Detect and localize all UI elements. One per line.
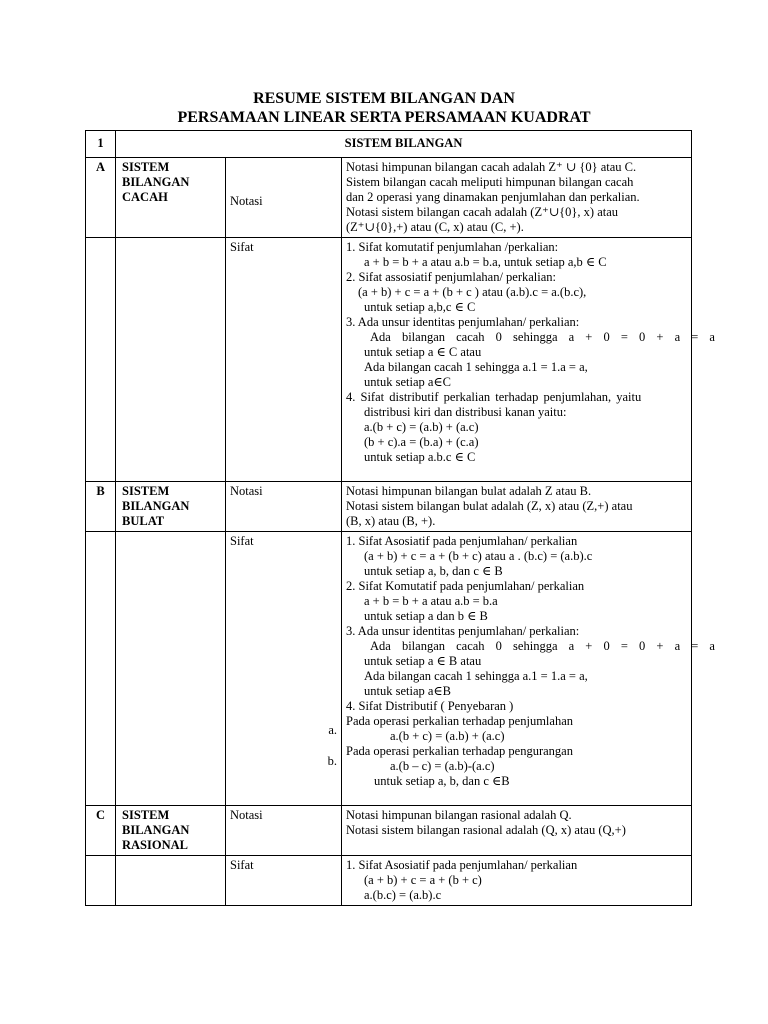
text-line: untuk setiap a.b.c ∈ C — [364, 450, 476, 464]
table-row — [86, 238, 692, 482]
text-line: untuk setiap a ∈ B atau — [364, 654, 482, 668]
text-line: dan 2 operasi yang dinamakan penjumlahan dan perkalian. — [346, 190, 640, 204]
empty-cell — [86, 532, 116, 806]
text-line: 1. Sifat Asosiatif pada penjumlahan/ perkalian — [346, 858, 578, 872]
text-line: untuk setiap a,b,c ∈ C — [364, 300, 476, 314]
text-line: 4. Sifat distributif perkalian terhadap penjumlahan, yaitu — [346, 390, 642, 404]
text-line: Ada bilangan cacah 1 sehingga a.1 = 1.a = a, — [364, 669, 588, 683]
list-marker-b: b. — [327, 754, 337, 768]
text-line: (b + c).a = (b.a) + (c.a) — [364, 435, 479, 449]
document-title-line-2: PERSAMAAN LINEAR SERTA PERSAMAAN KUADRAT — [177, 109, 591, 126]
text-line: Pada operasi perkalian terhadap pengurangan — [346, 744, 573, 758]
section-letter: C — [86, 806, 116, 856]
sifat-content — [342, 856, 692, 906]
text-line: untuk setiap a, b, dan c ∈ B — [364, 564, 503, 578]
section-name-line: SISTEM — [122, 484, 170, 498]
text-line: untuk setiap a dan b ∈ B — [364, 609, 488, 623]
notasi-label: Notasi — [226, 482, 342, 532]
text-line: Notasi sistem bilangan cacah adalah (Z⁺∪{0}, x) atau — [346, 205, 619, 219]
header-number: 1 — [86, 131, 116, 158]
text-line: a + b = b + a atau a.b = b.a — [364, 594, 498, 608]
sifat-content — [342, 238, 715, 482]
notasi-content — [342, 482, 692, 532]
text-line: Ada bilangan cacah 1 sehingga a.1 = 1.a = a, — [364, 360, 588, 374]
summary-table — [85, 130, 715, 906]
text-line: (B, x) atau (B, +). — [346, 514, 436, 528]
text-line: 1. Sifat komutatif penjumlahan /perkalian: — [346, 240, 559, 254]
table-row — [86, 806, 692, 856]
text-line: 2. Sifat Komutatif pada penjumlahan/ perkalian — [346, 579, 585, 593]
sifat-label-cell — [226, 532, 342, 806]
text-line: a + b = b + a atau a.b = b.a, untuk setiap a,b ∈ C — [364, 255, 607, 269]
section-letter: B — [86, 482, 116, 532]
text-line: 3. Ada unsur identitas penjumlahan/ perkalian: — [346, 624, 580, 638]
text-line: Notasi himpunan bilangan bulat adalah Z atau B. — [346, 484, 592, 498]
empty-cell — [116, 238, 226, 482]
text-line: Notasi sistem bilangan bulat adalah (Z, x) atau (Z,+) atau — [346, 499, 633, 513]
table-row — [86, 158, 692, 238]
section-name-line: BILANGAN — [122, 499, 190, 513]
text-line: (a + b) + c = a + (b + c) atau a . (b.c) = (a.b).c — [364, 549, 593, 563]
text-line: distribusi kiri dan distribusi kanan yaitu: — [364, 405, 567, 419]
notasi-content — [342, 806, 692, 856]
text-line: Notasi himpunan bilangan rasional adalah Q. — [346, 808, 572, 822]
table-header-row — [86, 131, 692, 158]
sifat-content — [342, 532, 715, 806]
text-line: 3. Ada unsur identitas penjumlahan/ perkalian: — [346, 315, 580, 329]
empty-cell — [116, 532, 226, 806]
text-line: Notasi sistem bilangan rasional adalah (Q, x) atau (Q,+) — [346, 823, 626, 837]
header-label: SISTEM BILANGAN — [116, 131, 692, 158]
text-line: untuk setiap a∈B — [364, 684, 452, 698]
document-title-line-1: RESUME SISTEM BILANGAN DAN — [253, 90, 515, 107]
notasi-label: Notasi — [226, 158, 342, 238]
empty-cell — [116, 856, 226, 906]
table-row — [86, 532, 692, 806]
text-line: Sistem bilangan cacah meliputi himpunan bilangan cacah — [346, 175, 634, 189]
text-line: Notasi himpunan bilangan cacah adalah Z⁺ ∪ {0} atau C. — [346, 160, 637, 174]
table-row — [86, 482, 692, 532]
text-line: a.(b – c) = (a.b)-(a.c) — [390, 759, 495, 773]
section-letter: A — [86, 158, 116, 238]
section-name-line: CACAH — [122, 190, 168, 204]
notasi-label: Notasi — [226, 806, 342, 856]
section-name-line: BILANGAN — [122, 823, 190, 837]
text-line: 4. Sifat Distributif ( Penyebaran ) — [346, 699, 514, 713]
section-name-line: SISTEM — [122, 808, 170, 822]
empty-cell — [86, 856, 116, 906]
text-line: a.(b.c) = (a.b).c — [364, 888, 442, 902]
text-line: a.(b + c) = (a.b) + (a.c) — [390, 729, 505, 743]
section-name — [116, 158, 226, 238]
text-line: untuk setiap a, b, dan c ∈B — [374, 774, 510, 788]
text-line: Ada bilangan cacah 0 sehingga a + 0 = 0 + a = a — [370, 639, 715, 653]
text-line: (a + b) + c = a + (b + c ) atau (a.b).c = a.(b.c), — [358, 285, 587, 299]
section-name-line: BILANGAN — [122, 175, 190, 189]
empty-cell — [86, 238, 116, 482]
text-line: untuk setiap a∈C — [364, 375, 452, 389]
text-line: untuk setiap a ∈ C atau — [364, 345, 482, 359]
text-line: Ada bilangan cacah 0 sehingga a + 0 = 0 + a = a — [370, 330, 715, 344]
sifat-label: Sifat — [226, 856, 342, 906]
section-name-line: RASIONAL — [122, 838, 188, 852]
table-row — [86, 856, 692, 906]
text-line: (Z⁺∪{0},+) atau (C, x) atau (C, +). — [346, 220, 524, 234]
section-name-line: SISTEM — [122, 160, 170, 174]
section-name — [116, 806, 226, 856]
text-line: Pada operasi perkalian terhadap penjumlahan — [346, 714, 573, 728]
text-line: 1. Sifat Asosiatif pada penjumlahan/ perkalian — [346, 534, 578, 548]
section-name — [116, 482, 226, 532]
text-line: 2. Sifat assosiatif penjumlahan/ perkalian: — [346, 270, 557, 284]
sifat-label: Sifat — [230, 534, 254, 548]
sifat-label: Sifat — [226, 238, 342, 482]
notasi-content — [342, 158, 692, 238]
list-marker-a: a. — [328, 723, 337, 737]
text-line: a.(b + c) = (a.b) + (a.c) — [364, 420, 479, 434]
text-line: (a + b) + c = a + (b + c) — [364, 873, 482, 887]
section-name-line: BULAT — [122, 514, 165, 528]
